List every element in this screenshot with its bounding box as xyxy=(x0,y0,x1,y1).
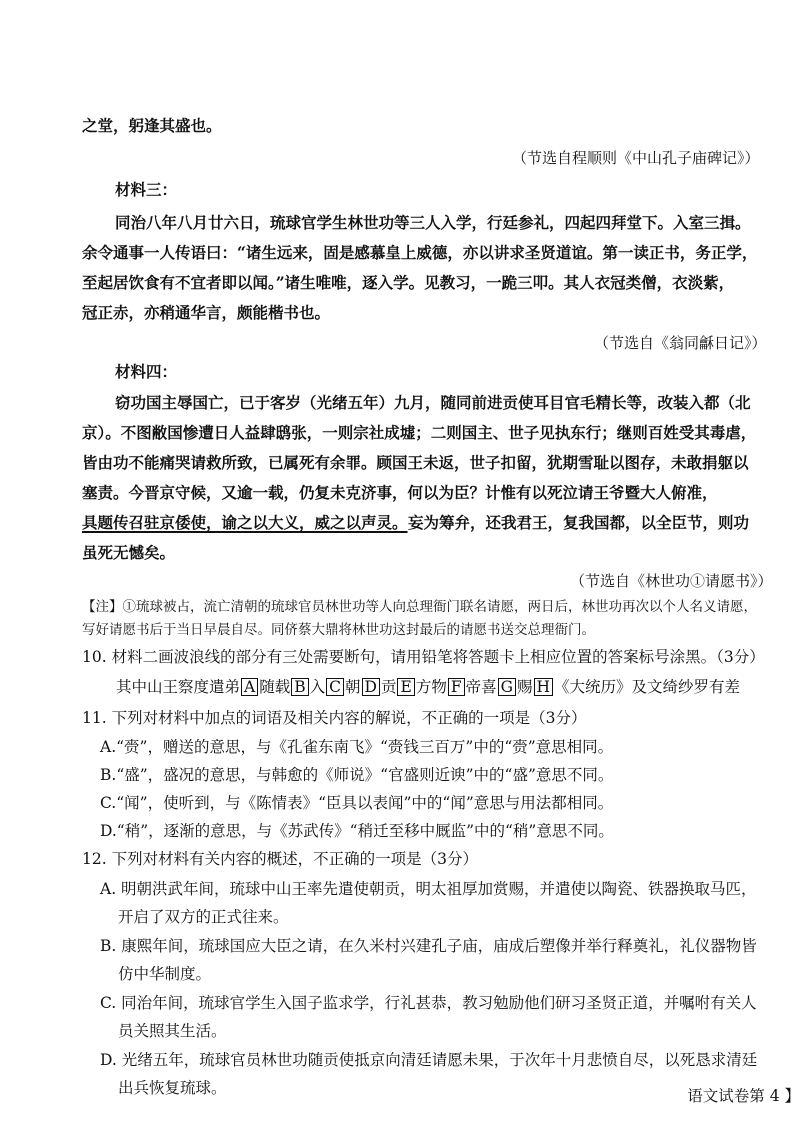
sentence-fragment: 帝喜 xyxy=(465,678,497,696)
text-line: 12. 下列对材料有关内容的概述，不正确的一项是（3分） xyxy=(82,850,478,868)
text-line: 出兵恢复琉球。 xyxy=(118,1079,227,1097)
answer-label-box[interactable]: G xyxy=(498,678,516,696)
text-line: 具题传召驻京倭使，谕之以大义，威之以声灵。 xyxy=(82,513,408,532)
answer-label-box[interactable]: B xyxy=(291,678,308,696)
text-line: B. 康熙年间，琉球国应大臣之请，在久米村兴建孔子庙，庙成后塑像并举行释奠礼，礼仪器物皆 xyxy=(100,937,757,955)
text-line: 虽死无憾矣。 xyxy=(82,543,176,562)
answer-label-box[interactable]: E xyxy=(397,678,414,696)
answer-label-box[interactable]: H xyxy=(534,678,554,696)
text-line: 【注】①琉球被占，流亡清朝的琉球官员林世功等人向总理衙门联名请愿，两日后，林世功再次以个人名义请愿， xyxy=(82,599,757,615)
text-line: B.“盛”，盛况的意思，与韩愈的《师说》“官盛则近谀”中的“盛”意思不同。 xyxy=(100,766,614,784)
sentence-fragment: 贡 xyxy=(380,678,397,696)
text-line: A.“赍”，赠送的意思，与《孔雀东南飞》“赍钱三百万”中的“赍”意思相同。 xyxy=(100,738,614,756)
sentence-fragment: 《大统历》及文绮纱罗有差 xyxy=(554,678,741,696)
sentence-fragment: 入 xyxy=(309,678,326,696)
text-line: 同治八年八月廿六日，琉球官学生林世功等三人入学，行廷参礼，四起四拜堂下。入室三揖。 xyxy=(115,213,751,232)
sentence-fragment: 随载 xyxy=(259,678,291,696)
text-line: 开启了双方的正式往来。 xyxy=(118,908,289,926)
text-line: C.“闻”，使听到，与《陈情表》“臣具以表闻”中的“闻”意思与用法都相同。 xyxy=(100,794,614,812)
text-line: 妄为筹弁，还我君王，复我国都，以全臣节，则功 xyxy=(408,513,750,532)
text-line: 窃功国主辱国亡，已于客岁（光绪五年）九月，随同前进贡使耳目官毛精长等，改装入都（北 xyxy=(115,393,751,412)
page-footer: 语文试卷第 4 】 xyxy=(687,1087,800,1105)
text-line: 10. 材料二画波浪线的部分有三处需要断句，请用铅笔将答题卡上相应位置的答案标号涂黑。（3分） xyxy=(82,648,765,666)
text-line: 塞责。今晋京守候，又逾一载，仍复未克济事，何以为臣？计惟有以死泣请王爷暨大人俯准， xyxy=(82,483,718,502)
answer-label-box[interactable]: C xyxy=(326,678,344,696)
sentence-fragment: 朝 xyxy=(345,678,361,696)
sentence-fragment: 方物 xyxy=(415,678,447,696)
answer-label-box[interactable]: A xyxy=(241,678,258,696)
text-line: 皆由功不能痛哭请救所致，已属死有余罪。顾国王未返，世子扣留，犹期雪耻以图存，未敢捐躯以 xyxy=(82,453,749,472)
text-line: 冠正赤，亦稍通华言，颇能楷书也。 xyxy=(82,303,331,322)
text-line: D.“稍”，逐渐的意思，与《苏武传》“稍迁至移中厩监”中的“稍”意思不同。 xyxy=(100,822,614,840)
text-line: 材料四： xyxy=(115,362,178,381)
text-line: 之堂，躬逢其盛也。 xyxy=(82,116,222,135)
text-line: （节选自《林世功①请愿书》） xyxy=(570,572,773,590)
text-line: 京）。不图敝国惨遭日人益肆鸱张，一则宗社成墟；二则国主、世子见执东行；继则百姓受其毒虐， xyxy=(82,423,757,442)
answer-label-box[interactable]: F xyxy=(448,678,465,696)
text-line: 材料三： xyxy=(115,180,178,199)
text-line: 员关照其生活。 xyxy=(118,1022,227,1040)
text-line: 仿中华制度。 xyxy=(118,965,212,983)
text-line: D. 光绪五年，琉球官员林世功随贡使抵京向清廷请愿未果，于次年十月悲愤自尽，以死恳求清廷 xyxy=(100,1051,758,1069)
text-line: （节选自《翁同龢日记》） xyxy=(594,334,767,352)
q10-sentence xyxy=(116,677,740,697)
answer-label-box[interactable]: D xyxy=(362,678,380,696)
text-line: 至起居饮食有不宜者即以闻。”诸生唯唯，逐入学。见教习，一跪三叩。其人衣冠类僧，衣淡紫， xyxy=(82,273,735,292)
text-line: （节选自程顺则《中山孔子庙碑记》） xyxy=(512,149,760,167)
text-line: 写好请愿书后于当日早晨自尽。同侪蔡大鼎将林世功这封最后的请愿书送交总理衙门。 xyxy=(82,622,595,638)
text-line: A. 明朝洪武年间，琉球中山王率先遣使朝贡，明太祖厚加赏赐，并遣使以陶瓷、铁器换取马匹， xyxy=(100,880,757,898)
sentence-fragment: 其中山王察度遣弟 xyxy=(116,678,241,696)
text-line: 11. 下列对材料中加点的词语及相关内容的解说，不正确的一项是（3分） xyxy=(82,709,587,727)
text-line: C. 同治年间，琉球官学生入国子监求学，行礼甚恭，教习勉励他们研习圣贤正道，并嘱咐有关人 xyxy=(100,994,757,1012)
sentence-fragment: 赐 xyxy=(517,678,533,696)
text-line: 余令通事一人传语曰：“诸生远来，固是感慕皇上威德，亦以讲求圣贤道谊。第一读正书，务正学， xyxy=(82,243,758,262)
